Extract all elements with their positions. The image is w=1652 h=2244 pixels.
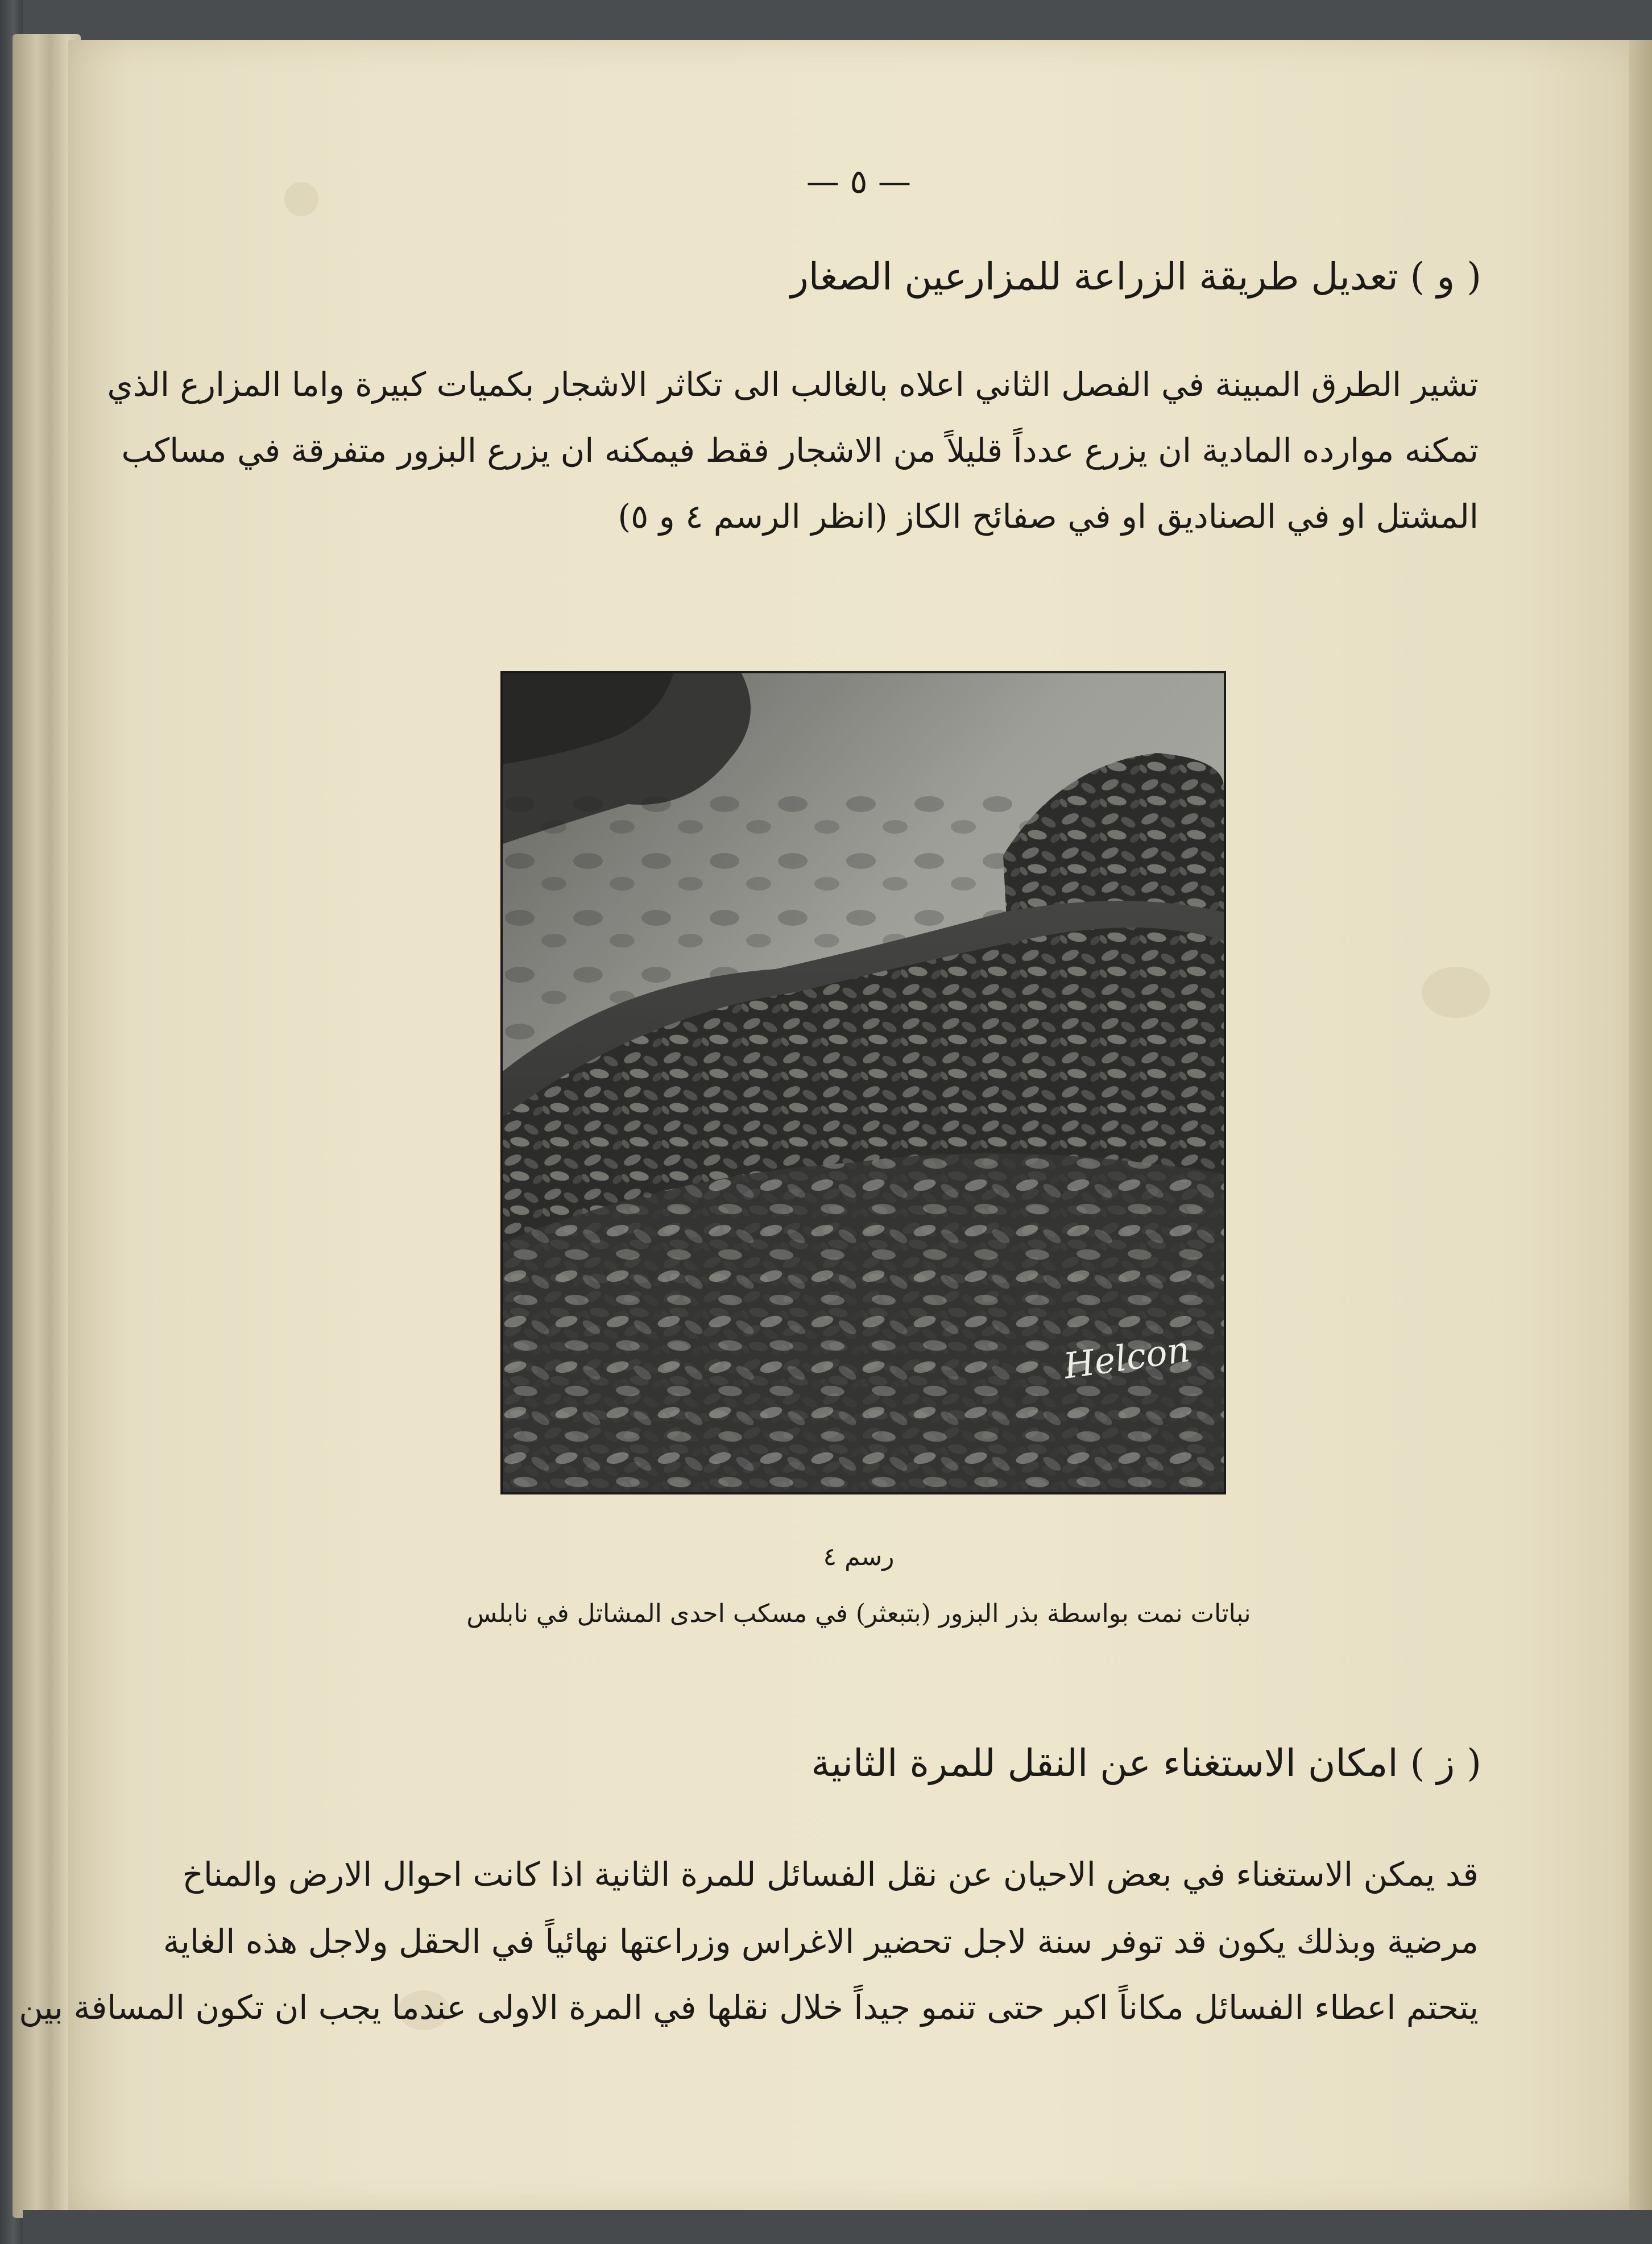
page-right-edge	[1629, 40, 1652, 2212]
paper-stain	[284, 182, 318, 216]
paragraph-line: المشتل او في الصناديق او في صفائح الكاز (انظر الرسم ٤ و ٥)	[618, 497, 1479, 536]
figure-photo-seedlings	[500, 671, 1226, 1494]
page-number: — ٥ —	[806, 162, 912, 201]
paragraph-line: تشير الطرق المبينة في الفصل الثاني اعلاه بالغالب الى تكاثر الاشجار بكميات كبيرة واما المزارع الذي	[107, 365, 1479, 404]
book-bottom-edge	[23, 2210, 1652, 2244]
figure-label: رسم ٤	[823, 1542, 895, 1571]
section-heading-zay: ( ز ) امكان الاستغناء عن النقل للمرة الثانية	[811, 1741, 1481, 1785]
photographer-signature: Helcon	[1061, 1328, 1193, 1387]
paragraph-line: مرضية وبذلك يكون قد توفر سنة لاجل تحضير الاغراس وزراعتها نهائياً في الحقل ولاجل هذه الغاية	[163, 1922, 1479, 1961]
paragraph-line: تمكنه موارده المادية ان يزرع عدداً قليلاً من الاشجار فقط فيمكنه ان يزرع البزور متفرقة في مساكب	[121, 431, 1479, 470]
paper-stain	[1422, 967, 1490, 1018]
paragraph-line: قد يمكن الاستغناء في بعض الاحيان عن نقل الفسائل للمرة الثانية اذا كانت احوال الارض والمناخ	[182, 1855, 1479, 1894]
figure-caption: نباتات نمت بواسطة بذر البزور (بتبعثر) في مسكب احدى المشاتل في نابلس	[466, 1599, 1251, 1628]
seedbed-photo-illustration	[503, 673, 1224, 1492]
section-heading-waw: ( و ) تعديل طريقة الزراعة للمزارعين الصغار	[790, 255, 1481, 299]
paragraph-line: يتحتم اعطاء الفسائل مكاناً اكبر حتى تنمو جيداً خلال نقلها في المرة الاولى عندما يجب ان تكون المسافة بين	[19, 1988, 1479, 2027]
